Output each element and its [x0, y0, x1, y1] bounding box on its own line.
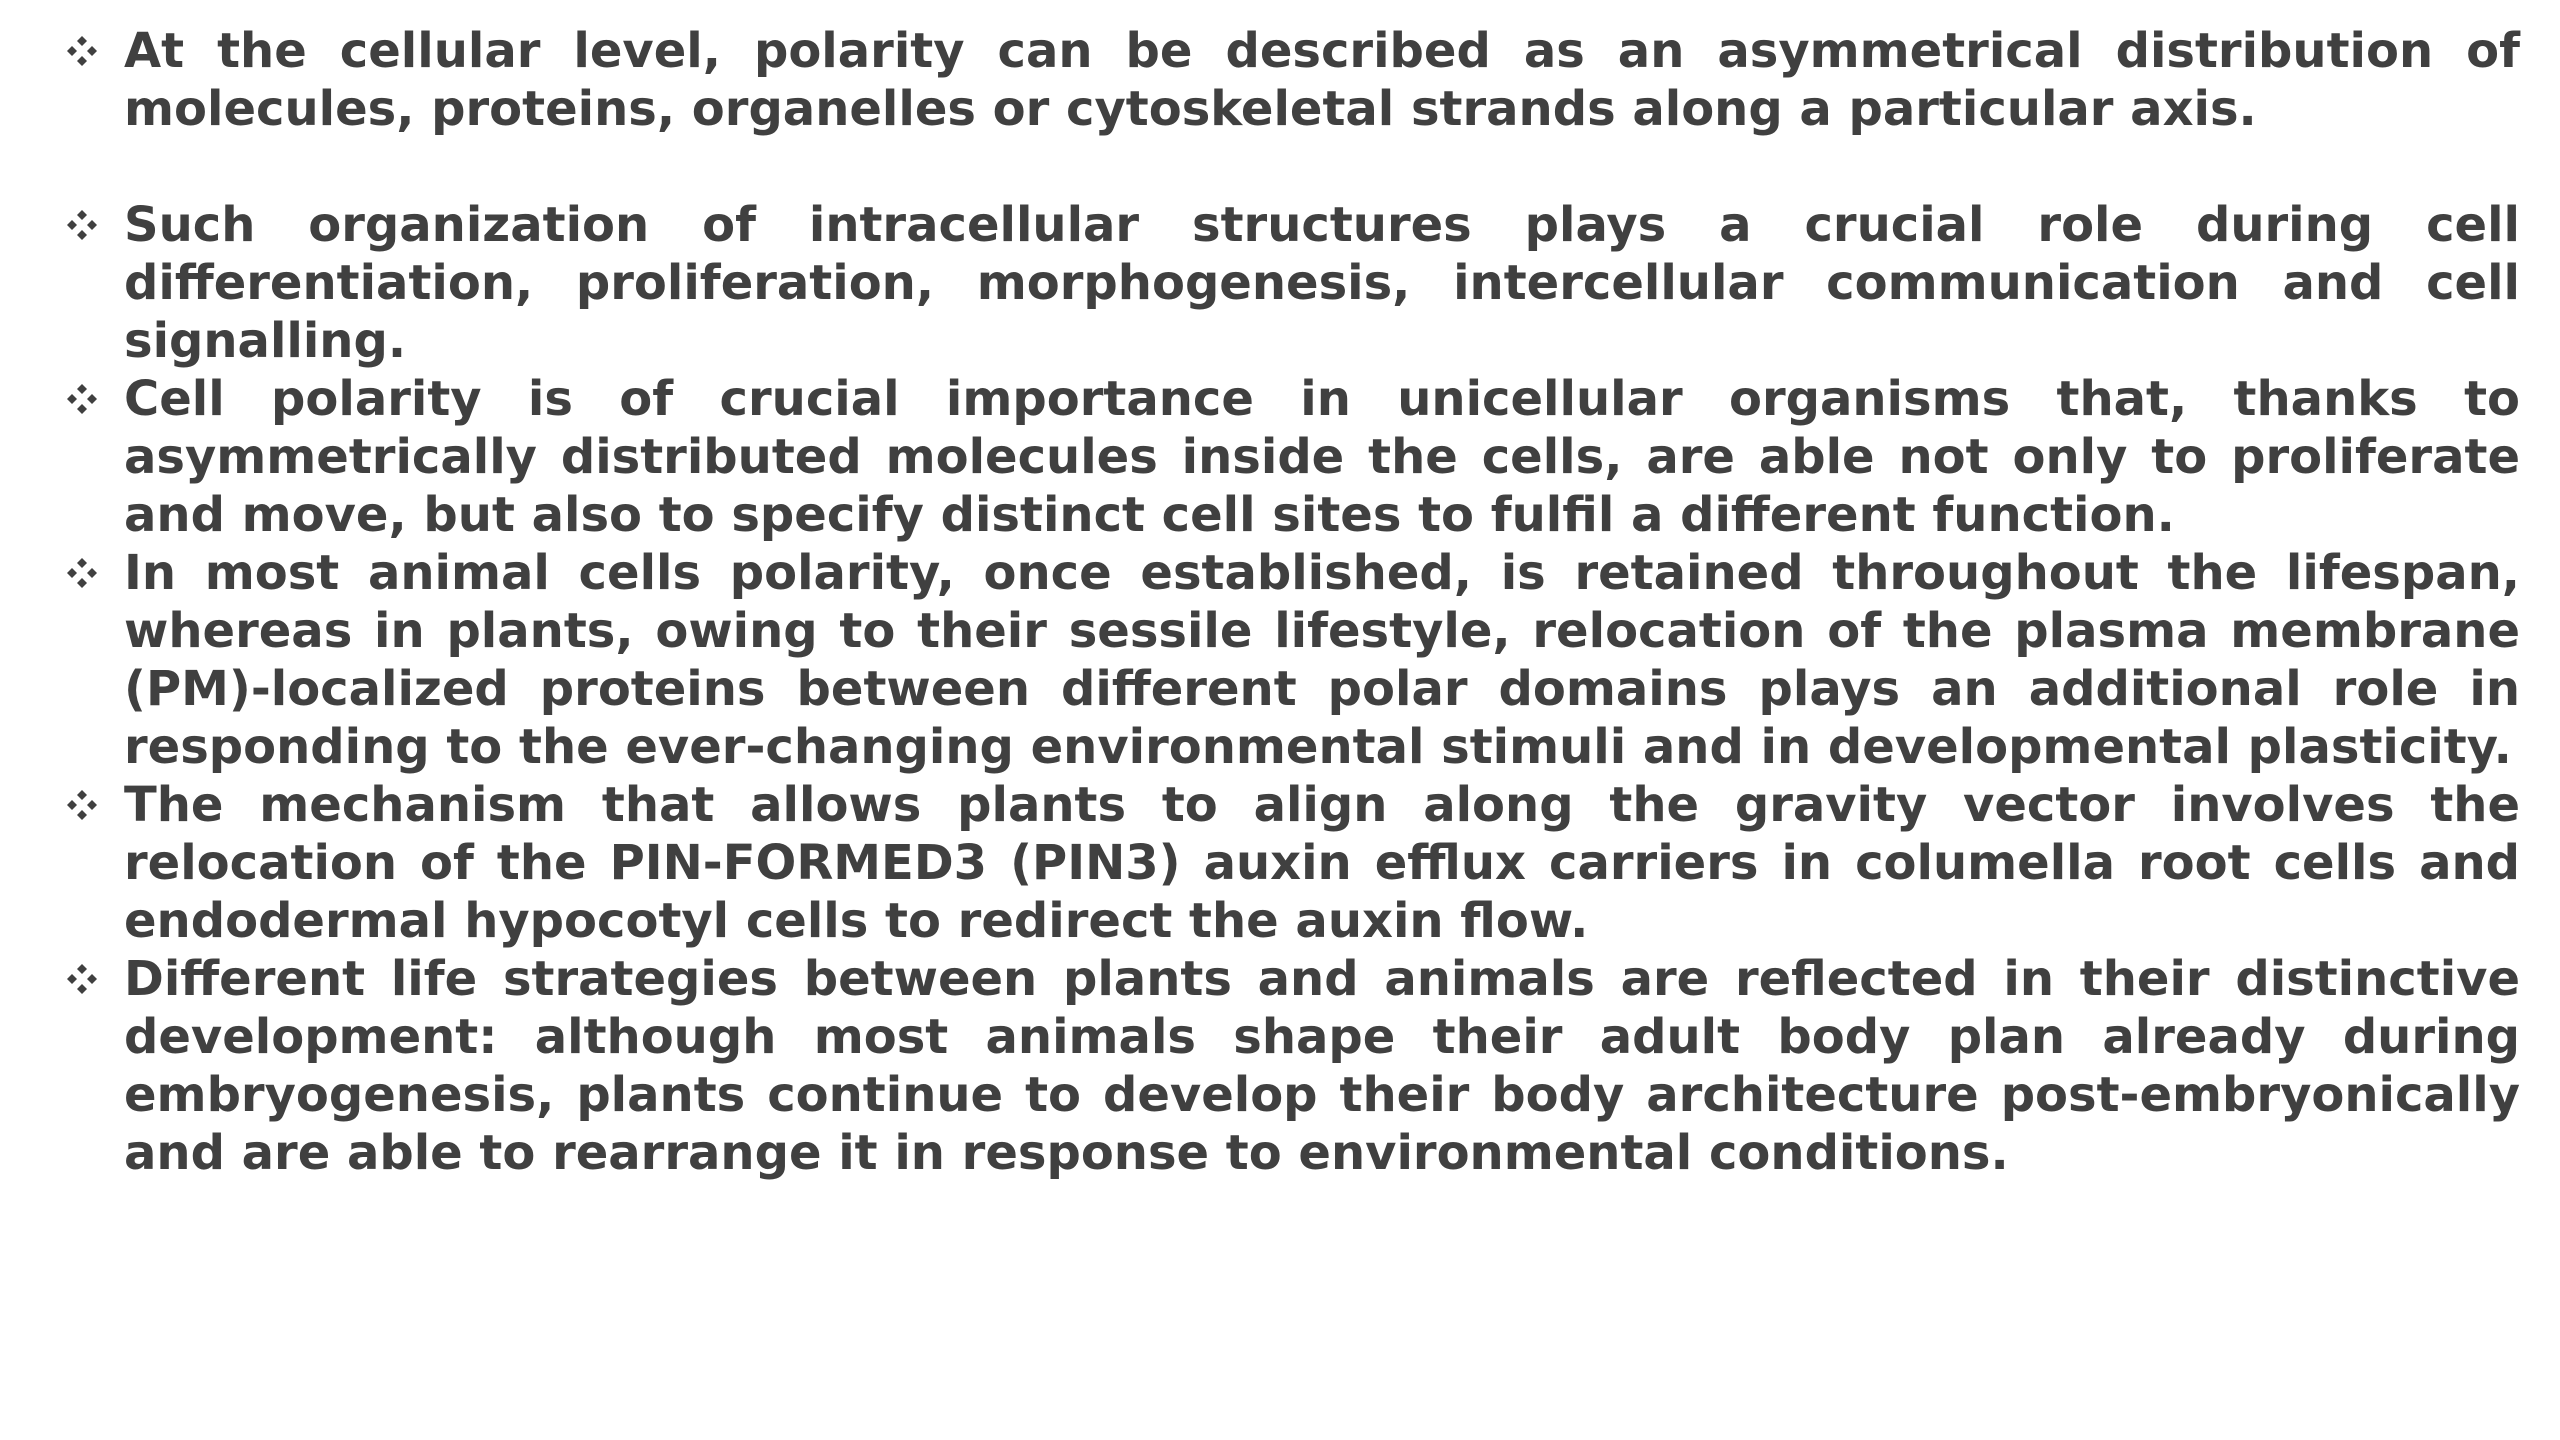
four-diamond-bullet-icon [64, 22, 124, 80]
bullet-text: The mechanism that allows plants to align along the gravity vector involves the relocation of the PIN-FORMED3 (PIN3) auxin efflux carriers in columella root cells and endodermal hypocotyl cells to redirect the auxin flow. [124, 777, 2520, 949]
bullet-text: At the cellular level, polarity can be described as an asymmetrical distribution of molecules, proteins, organelles or cytoskeletal strands along a particular axis. [124, 23, 2520, 137]
bullet-text: Such organization of intracellular structures plays a crucial role during cell differentiation, proliferation, morphogenesis, intercellular communication and cell signalling. [124, 197, 2520, 369]
bullet-text: Cell polarity is of crucial importance in unicellular organisms that, thanks to asymmetrically distributed molecules inside the cells, are able not only to proliferate and move, but also to specify distinct cell sites to fulfil a different function. [124, 371, 2520, 543]
list-item [64, 22, 2520, 138]
list-item [64, 776, 2520, 950]
list-item [64, 544, 2520, 776]
four-diamond-bullet-icon [64, 196, 124, 254]
bullet-text: Different life strategies between plants and animals are reflected in their distinctive development: although most animals shape their adult body plan already during embryogenesis, plants continue to develop their body architecture post-embryonically and are able to rearrange it in response to environmental conditions. [124, 951, 2520, 1181]
list-item [64, 196, 2520, 370]
list-item [64, 370, 2520, 544]
bullet-text: In most animal cells polarity, once established, is retained throughout the lifespan, whereas in plants, owing to their sessile lifestyle, relocation of the plasma membrane (PM)-localized proteins between different polar domains plays an additional role in responding to the ever-changing environmental stimuli and in developmental plasticity. [124, 545, 2520, 775]
four-diamond-bullet-icon [64, 950, 124, 1008]
four-diamond-bullet-icon [64, 544, 124, 602]
four-diamond-bullet-icon [64, 370, 124, 428]
slide-body [64, 22, 2520, 1182]
bullet-list [64, 22, 2520, 1182]
list-item [64, 950, 2520, 1182]
four-diamond-bullet-icon [64, 776, 124, 834]
